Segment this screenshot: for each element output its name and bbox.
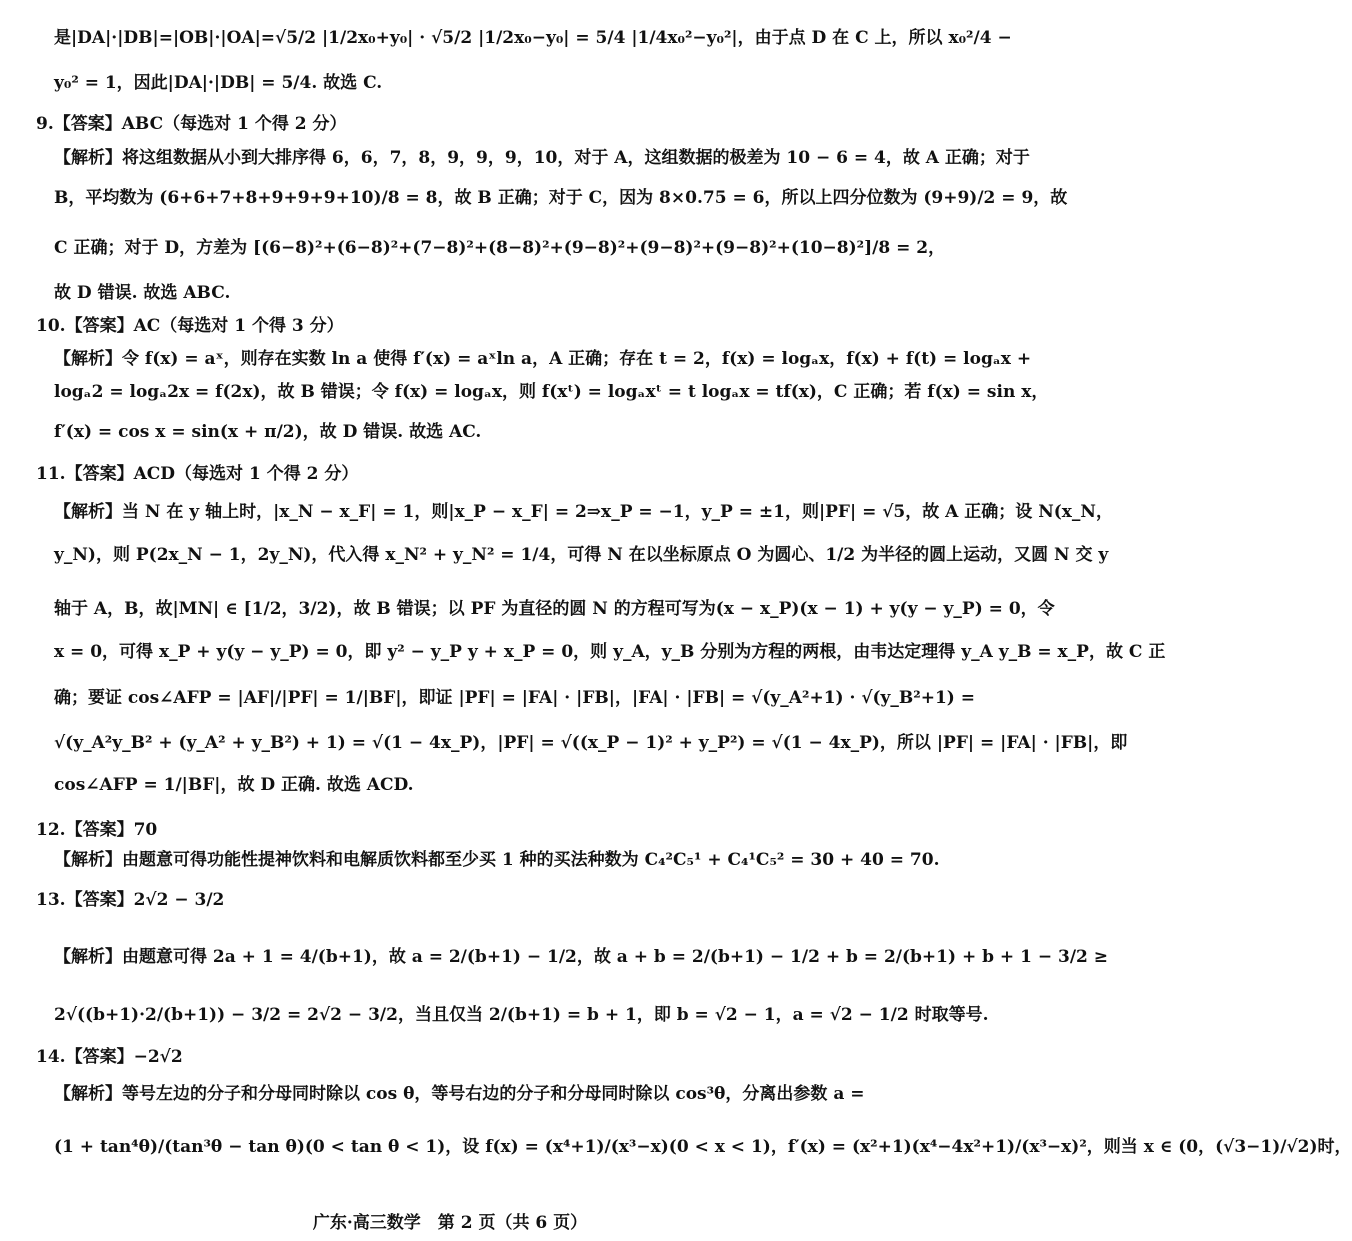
text-line: x = 0，可得 x_P + y(y − y_P) = 0，即 y² − y_P y + x_P = 0，则 y_A，y_B 分别为方程的两根，由韦达定理得 y_A y_B = x_P，故 C 正 <box>54 642 1166 662</box>
answer-heading: 10.【答案】AC（每选对 1 个得 3 分） <box>36 316 344 336</box>
text-line: 【解析】将这组数据从小到大排序得 6，6，7，8，9，9，9，10，对于 A，这组数据的极差为 10 − 6 = 4，故 A 正确；对于 <box>54 148 1030 168</box>
text-line: 【解析】等号左边的分子和分母同时除以 cos θ，等号右边的分子和分母同时除以 cos³θ，分离出参数 a = <box>54 1084 865 1104</box>
text-line: B，平均数为 (6+6+7+8+9+9+9+10)/8 = 8，故 B 正确；对于 C，因为 8×0.75 = 6，所以上四分位数为 (9+9)/2 = 9，故 <box>54 188 1068 208</box>
text-line: 确；要证 cos∠AFP = |AF|/|PF| = 1/|BF|，即证 |PF| = |FA| · |FB|，|FA| · |FB| = √(y_A²+1) · √(y_B²+1) = <box>54 688 976 708</box>
text-line: y_N)，则 P(2x_N − 1，2y_N)，代入得 x_N² + y_N² = 1/4，可得 N 在以坐标原点 O 为圆心、1/2 为半径的圆上运动，又圆 N 交 y <box>54 545 1109 565</box>
answer-heading: 13.【答案】2√2 − 3/2 <box>36 890 225 910</box>
text-line: 是|DA|·|DB|=|OB|·|OA|=√5/2 |1/2x₀+y₀| · √5/2 |1/2x₀−y₀| = 5/4 |1/4x₀²−y₀²|，由于点 D 在 C 上，所以 x₀²/4 − <box>54 28 1012 48</box>
text-line: 【解析】由题意可得功能性提神饮料和电解质饮料都至少买 1 种的买法种数为 C₄²C₅¹ + C₄¹C₅² = 30 + 40 = 70. <box>54 850 940 870</box>
text-line: √(y_A²y_B² + (y_A² + y_B²) + 1) = √(1 − 4x_P)，|PF| = √((x_P − 1)² + y_P²) = √(1 − 4x_P)，所以 |PF| = |FA| · |FB|，即 <box>54 733 1128 753</box>
answer-heading: 12.【答案】70 <box>36 820 158 840</box>
text-line: C 正确；对于 D，方差为 [(6−8)²+(6−8)²+(7−8)²+(8−8)²+(9−8)²+(9−8)²+(9−8)²+(10−8)²]/8 = 2， <box>54 238 946 258</box>
text-line: 【解析】当 N 在 y 轴上时，|x_N − x_F| = 1，则|x_P − x_F| = 2⇒x_P = −1，y_P = ±1，则|PF| = √5，故 A 正确；设 N(x_N， <box>54 502 1113 522</box>
answer-heading: 11.【答案】ACD（每选对 1 个得 2 分） <box>36 464 359 484</box>
text-line: 【解析】由题意可得 2a + 1 = 4/(b+1)，故 a = 2/(b+1) − 1/2，故 a + b = 2/(b+1) − 1/2 + b = 2/(b+1) + b + 1 − 3/2 ≥ <box>54 947 1109 967</box>
text-line: 轴于 A，B，故|MN| ∈ [1/2，3/2)，故 B 错误；以 PF 为直径的圆 N 的方程可写为(x − x_P)(x − 1) + y(y − y_P) = 0，令 <box>54 599 1055 619</box>
text-line: 2√((b+1)·2/(b+1)) − 3/2 = 2√2 − 3/2，当且仅当 2/(b+1) = b + 1，即 b = √2 − 1，a = √2 − 1/2 时取等号. <box>54 1005 989 1025</box>
text-line: f′(x) = cos x = sin(x + π/2)，故 D 错误. 故选 AC. <box>54 422 482 442</box>
answer-heading: 14.【答案】−2√2 <box>36 1047 183 1067</box>
page-footer: 广东·高三数学 第 2 页（共 6 页） <box>312 1213 588 1233</box>
text-line: (1 + tan⁴θ)/(tan³θ − tan θ)(0 < tan θ < 1)，设 f(x) = (x⁴+1)/(x³−x)(0 < x < 1)，f′(x) = (x²+1)(x⁴−4x²+1)/(x³−x)²，则当 x ∈ (0，(√3−1)/√2)时， <box>54 1137 1352 1157</box>
answer-heading: 9.【答案】ABC（每选对 1 个得 2 分） <box>36 114 347 134</box>
text-line: 故 D 错误. 故选 ABC. <box>54 283 231 303</box>
text-line: 【解析】令 f(x) = aˣ，则存在实数 ln a 使得 f′(x) = aˣln a，A 正确；存在 t = 2，f(x) = logₐx，f(x) + f(t) = logₐx + <box>54 349 1032 369</box>
text-line: logₐ2 = logₐ2x = f(2x)，故 B 错误；令 f(x) = logₐx，则 f(xᵗ) = logₐxᵗ = t logₐx = tf(x)，C 正确；若 f(x) = sin x， <box>54 382 1049 402</box>
text-line: y₀² = 1，因此|DA|·|DB| = 5/4. 故选 C. <box>54 73 383 93</box>
text-line: cos∠AFP = 1/|BF|，故 D 正确. 故选 ACD. <box>54 775 414 795</box>
